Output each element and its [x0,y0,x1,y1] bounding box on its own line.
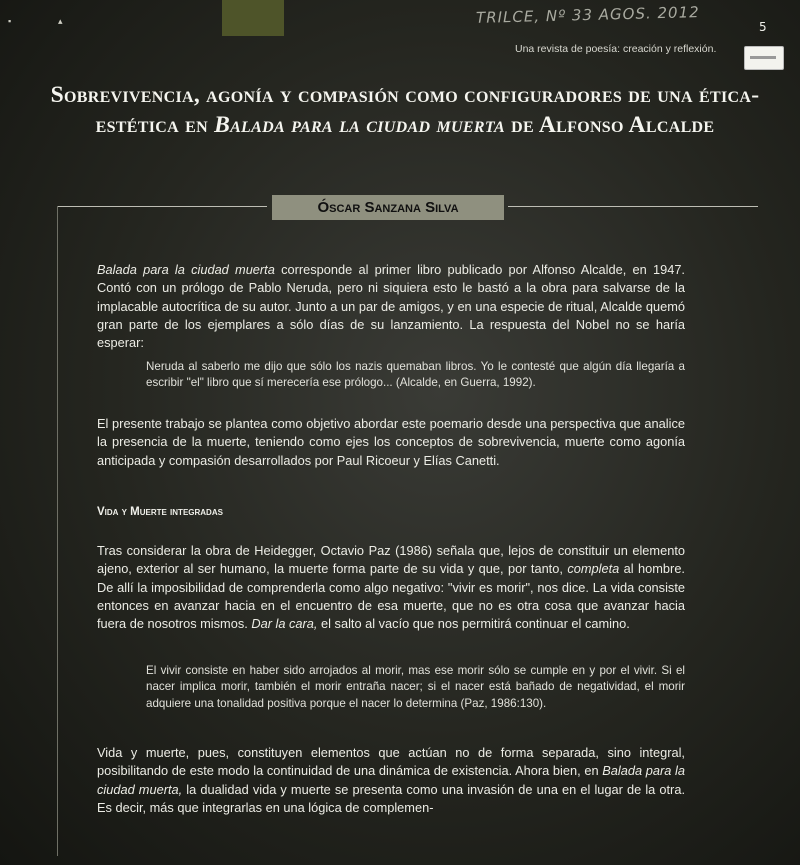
block-quote-2: El vivir consiste en haber sido arrojados al morir, mas ese morir sólo se cumple en y por el vivir. Si el nacer implica morir, también el morir entraña nacer; si el nacer está bañado de negatividad, el morir adquiere una tonalidad positiva porque el nacer lo determina (Paz, 1986:130). [146,664,685,710]
journal-tagline: Una revista de poesía: creación y reflexión. [515,43,717,55]
title-italic: Balada para la ciudad muerta [214,112,505,138]
paragraph-3-text-c: el salto al vacío que nos permitirá continuar el camino. [317,616,630,632]
paragraph-4-italic: Balada para la ciudad muerta, [97,763,686,797]
paragraph-4-text-a: Vida y muerte, pues, constituyen elementos que actúan no de forma separada, sino integral, posibilitando de este modo la continuidad de una dinámica de existencia. Ahora bien, en [97,745,685,779]
color-tab-marker [222,0,284,36]
library-stamp [744,46,784,70]
margin-rule [57,206,58,856]
author-rule-right [508,206,758,207]
paragraph-4-text-b: la dualidad vida y muerte se presenta como una invasión de una en el lugar de la otra. Es decir, más que integrarlas en una lógica de complemen- [97,781,685,815]
title-part-2: de Alfonso Alcalde [505,112,715,138]
book-title-italic: Balada para la ciudad muerta [97,262,275,277]
article-title [40,80,770,140]
section-heading: Vida y Muerte integradas [97,506,223,518]
paragraph-3-text-a: Tras considerar la obra de Heidegger, Octavio Paz (1986) señala que, lejos de constituir un elemento ajeno, exterior al ser humano, la muerte forma parte de su vida y que, por tanto, [97,543,685,577]
author-name: Óscar Sanzana Silva [272,195,504,220]
paragraph-3 [97,542,685,633]
paragraph-3-italic-1: completa [567,561,620,577]
block-quote-1: Neruda al saberlo me dijo que sólo los nazis quemaban libros. Yo le contesté que algún día llegaría a escribir "el" libro que sí merecería ese prólogo... (Alcalde, en Guerra, 1992). [146,360,685,390]
paragraph-1 [97,261,685,352]
handwritten-note: TRILCE, Nº 33 AGOS. 2012 [475,3,700,27]
corner-dot-icon: ▪ [8,16,12,26]
title-part-1: Sobrevivencia, agonía y compasión como configuradores de una ética-estética en [50,82,760,138]
paragraph-4 [97,744,685,817]
paragraph-3-italic-2: Dar la cara, [251,616,318,632]
page-number: 5 [759,20,767,34]
paragraph-3-text-b: al hombre. De allí la imposibilidad de comprenderla como algo negativo: "vivir es morir", nos dice. La vida consiste entonces en avanzar hacia en el encuentro de esa muerte, que no es otra cosa que avanzar hacia fuera de nosotros mismos. [97,561,685,632]
author-rule-left [57,206,267,207]
paragraph-1-text: corresponde al primer libro publicado por Alfonso Alcalde, en 1947. Contó con un prólogo de Pablo Neruda, pero ni siquiera esto le bastó a la obra para salvarse de la implacable autocrítica de su autor. Junto a un par de amigos, y en una especie de ritual, Alcalde quemó gran parte de los ejemplares a sólo días de su lanzamiento. La respuesta del Nobel no se haría esperar: [97,262,685,351]
paragraph-2: El presente trabajo se plantea como objetivo abordar este poemario desde una perspectiva que analice la presencia de la muerte, teniendo como ejes los conceptos de sobrevivencia, muerte como agonía anticipada y compasión desarrollados por Paul Ricoeur y Elías Canetti. [97,416,685,468]
corner-dot-icon: ▴ [58,16,63,26]
